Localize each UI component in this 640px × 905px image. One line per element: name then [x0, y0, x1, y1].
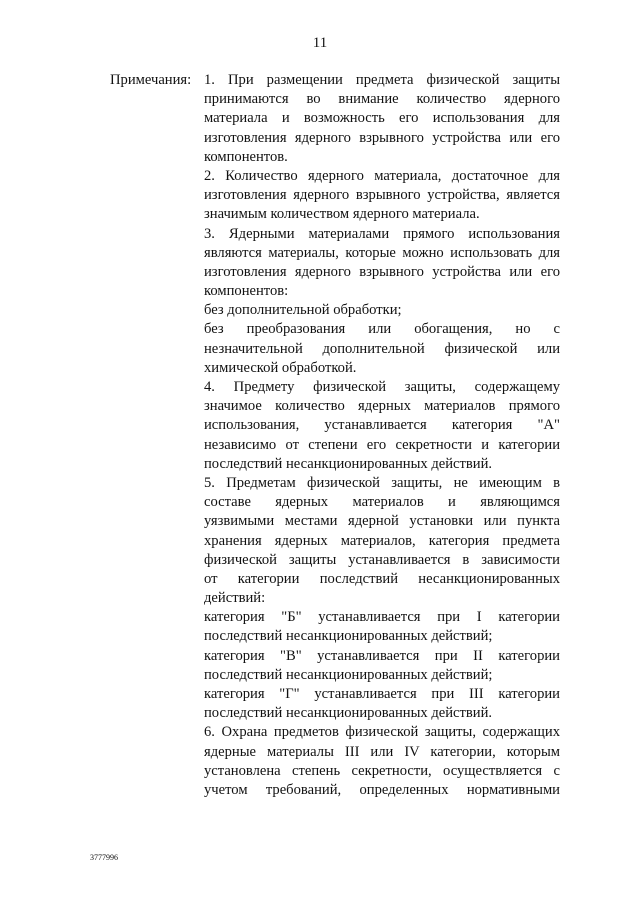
- note-line: категория "В" устанавливается при II категории: [204, 647, 560, 664]
- note-line: уязвимыми местами ядерной установки или пункта: [204, 513, 560, 530]
- note-line: последствий несанкционированных действий.: [204, 705, 493, 722]
- note-line: материала и возможность его использования для: [204, 110, 560, 127]
- note-line: значимым количеством ядерного материала.: [204, 206, 480, 223]
- footer-code: 3777996: [90, 853, 118, 862]
- notes-body: [204, 71, 560, 800]
- page-number: 11: [312, 35, 328, 51]
- note-line: компонентов.: [204, 148, 288, 165]
- note-line: последствий несанкционированных действий.: [204, 455, 493, 472]
- note-line: ядерные материалы III или IV категории, которым: [204, 743, 560, 760]
- note-line: 5. Предметам физической защиты, не имеющим в: [204, 474, 560, 491]
- note-line: категория "Г" устанавливается при III категории: [204, 686, 560, 702]
- note-line: использования, устанавливается категория "А": [204, 417, 560, 434]
- note-line: установлена степень секретности, осуществляется с: [204, 762, 560, 779]
- note-line: от категории последствий несанкционированных: [204, 570, 560, 587]
- note-line: последствий несанкционированных действий;: [204, 628, 493, 645]
- note-line: 4. Предмету физической защиты, содержащему: [204, 379, 560, 395]
- note-line: составе ядерных материалов и являющимся: [204, 494, 560, 511]
- note-line: категория "Б" устанавливается при I категории: [204, 609, 560, 626]
- note-line: химической обработкой.: [204, 359, 357, 376]
- note-line: 2. Количество ядерного материала, достаточное для: [204, 167, 560, 184]
- note-line: значимое количество ядерных материалов прямого: [204, 398, 560, 415]
- notes-label: Примечания:: [110, 72, 192, 88]
- note-line: компонентов:: [204, 283, 289, 300]
- note-line: изготовления ядерного взрывного устройства, является: [204, 187, 560, 204]
- note-line: незначительной дополнительной физической или: [204, 340, 560, 357]
- note-line: 1. При размещении предмета физической защиты: [204, 72, 560, 88]
- note-line: без преобразования или обогащения, но с: [204, 321, 560, 338]
- note-line: изготовления ядерного взрывного устройства или его: [204, 263, 560, 280]
- note-line: независимо от степени его секретности и категории: [204, 436, 560, 453]
- note-line: принимаются во внимание количество ядерного: [204, 91, 560, 108]
- note-line: действий:: [204, 590, 266, 607]
- note-line: физической защиты устанавливается в зависимости: [204, 551, 560, 568]
- note-line: 3. Ядерными материалами прямого использования: [204, 225, 560, 242]
- note-line: 6. Охрана предметов физической защиты, содержащих: [204, 724, 560, 741]
- note-line: хранения ядерных материалов, категория предмета: [204, 532, 560, 549]
- note-line: изготовления ядерного взрывного устройства или его: [204, 129, 560, 146]
- note-line: последствий несанкционированных действий;: [204, 666, 493, 683]
- note-line: без дополнительной обработки;: [204, 302, 402, 319]
- note-line: являются материалы, которые можно использовать для: [204, 244, 560, 261]
- note-line: учетом требований, определенных нормативными: [204, 781, 560, 798]
